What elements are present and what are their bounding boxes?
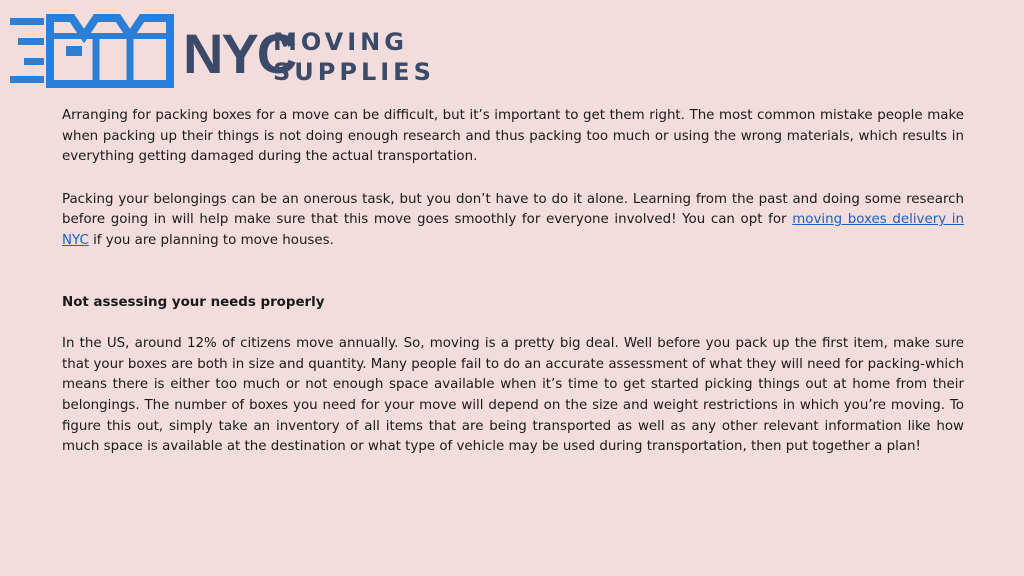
section-heading: Not assessing your needs properly — [62, 294, 325, 310]
paragraph-intro: Arranging for packing boxes for a move can be difficult, but it’s important to get them right. The most common mistake people make when packing up their things is not doing enough research and thus packing too much or using the wrong materials, which results in everything getting damaged during the actual transportation. — [62, 108, 964, 165]
logo — [10, 6, 435, 88]
moving-boxes-logo-icon — [10, 6, 180, 88]
paragraph-advice — [62, 190, 964, 252]
logo-line-moving: MOVING — [273, 28, 408, 56]
paragraph-advice-tail: if you are planning to move houses. — [88, 232, 334, 248]
moving-boxes-delivery-link[interactable]: moving boxes delivery in NYC — [62, 212, 965, 248]
logo-line-supplies: SUPPLIES — [273, 58, 435, 86]
logo-brand-text: NYC — [183, 22, 296, 85]
paragraph-needs: In the US, around 12% of citizens move annually. So, moving is a pretty big deal. Well before you pack up the first item, make sure that your boxes are both in size and quantity. Many people fail to do an accurate assessment of what they will need for packing-which means there is either too much or not enough space available when it’s time to get started picking things out at home from their belongings. The number of boxes you need for your move will depend on the size and weight restrictions in which you’re moving. To figure this out, simply take an inventory of all items that are being transported as well as any other relevant information like how much space is available at the destination or what type of vehicle may be used during transportation, then put together a plan! — [62, 336, 964, 455]
article-body — [62, 106, 964, 458]
paragraph-advice-text: Packing your belongings can be an onerous task, but you don’t have to do it alone. Learning from the past and doing some research before going in will help make sure that this move goes smoothly for everyone involved! You can opt for — [62, 191, 964, 228]
